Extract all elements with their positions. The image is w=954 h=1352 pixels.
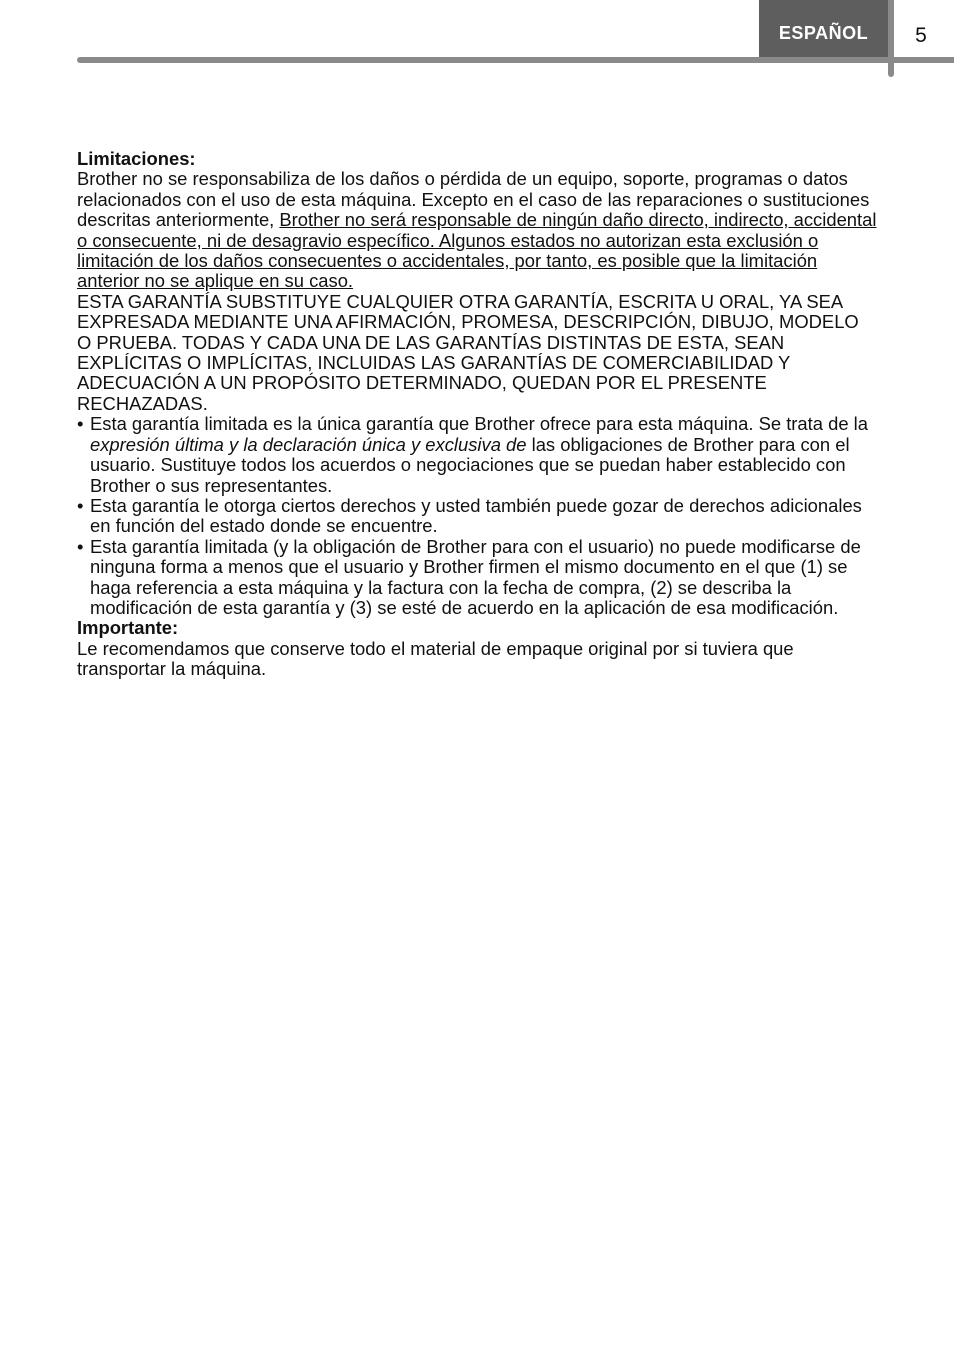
important-text: Le recomendamos que conserve todo el material de empaque original por si tuviera que transportar la máquina. (77, 637, 794, 680)
bullet-2-text: Esta garantía le otorga ciertos derechos y usted también puede gozar de derechos adicionales en función del estado donde se encuentre. (90, 494, 862, 537)
bullet-1-text-end: las obligaciones de Brother para con el usuario. Sustituye todos los acuerdos o negociaciones que se puedan haber establecido con Brother o sus representantes. (90, 433, 850, 496)
language-tab: ESPAÑOL (759, 0, 888, 57)
limitations-heading: Limitaciones: (77, 148, 196, 169)
warranty-disclaimer: ESTA GARANTÍA SUBSTITUYE CUALQUIER OTRA GARANTÍA, ESCRITA U ORAL, YA SEA EXPRESADA MEDIANTE UNA AFIRMACIÓN, PROMESA, DESCRIPCIÓN, DIBUJO, MODELO O PRUEBA. TODAS Y CADA UNA DE LAS GARANTÍAS DISTINTAS DE ESTA, SEAN EXPLÍCITAS O IMPLÍCITAS, INCLUIDAS LAS GARANTÍAS DE COMERCIABILIDAD Y ADECUACIÓN A UN PROPÓSITO DETERMINADO, QUEDAN POR EL PRESENTE RECHAZADAS. (77, 290, 859, 414)
list-item (77, 414, 877, 496)
bullet-icon: • (77, 413, 84, 435)
important-heading: Importante: (77, 617, 179, 639)
header-tab-divider (888, 0, 894, 77)
limitations-underlined-text: Brother no será responsable de ningún daño directo, indirecto, accidental o consecuente, ni de desagravio específico. Algunos estados no autorizan esta exclusión o limitación de los daños consecuentes o accidentales, por tanto, es posible que la limitación anterior no se aplique en su caso. (77, 209, 877, 292)
warranty-content (77, 149, 877, 680)
bullet-1-text: Esta garantía limitada es la única garantía que Brother ofrece para esta máquina. Se trata de la (90, 413, 868, 435)
bullet-icon: • (77, 494, 84, 516)
bullet-3-text: Esta garantía limitada (y la obligación de Brother para con el usuario) no puede modificarse de ninguna forma a menos que el usuario y Brother firmen el mismo documento en el que (1) se haga referencia a esta máquina y la factura con la fecha de compra, (2) se describa la modificación de esta garantía y (3) se esté de acuerdo en la aplicación de esa modificación. (90, 535, 861, 618)
list-item (77, 496, 877, 537)
warranty-bullet-list (77, 414, 877, 618)
page-number: 5 (915, 24, 927, 47)
bullet-icon: • (77, 535, 84, 557)
bullet-1-italic-text: expresión última y la declaración única y exclusiva de (90, 433, 527, 455)
limitations-intro: Brother no se responsabiliza de los daños o pérdida de un equipo, soporte, programas o datos relacionados con el uso de esta máquina. Excepto en el caso de las reparaciones o sustituciones descritas anteriormente, (77, 168, 870, 231)
limitations-paragraph (77, 169, 877, 291)
list-item (77, 537, 877, 619)
header-rule (77, 57, 954, 63)
